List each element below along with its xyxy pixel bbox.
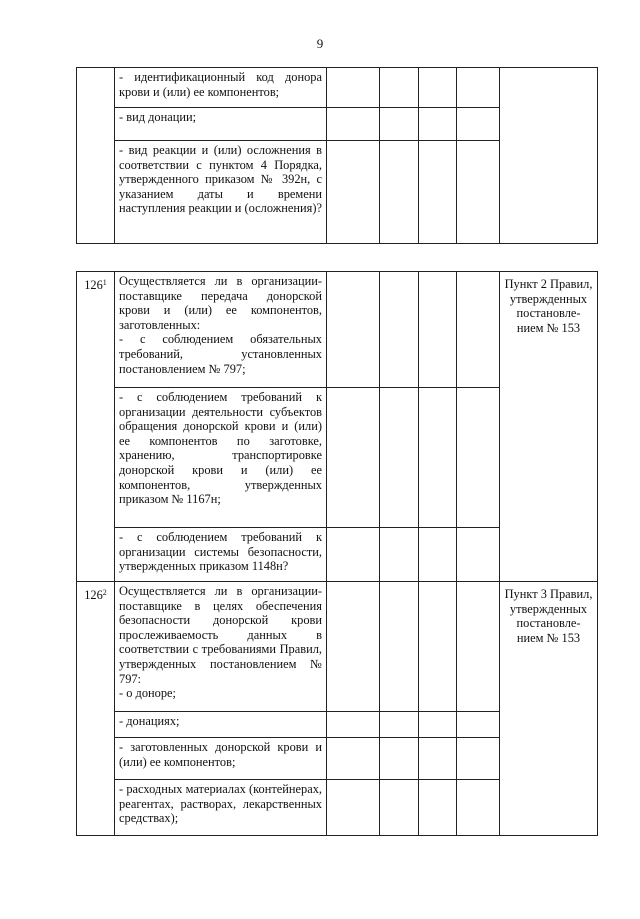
reference-cell: Пункт 2 Правил, утвержденных постановле-нием № 153 [500, 272, 598, 582]
answer-cell[interactable] [457, 108, 500, 141]
question-row: - расходных материалах (контейнерах, реагентах, растворах, лекарственных средствах); [115, 780, 327, 836]
answer-cell[interactable] [457, 388, 500, 528]
question-row: - вид донации; [115, 108, 327, 141]
question-row: Осуществляется ли в организации-поставщике в целях обеспечения безопасности донорской крови прослеживаемость данных в соответствии с требованиями Правил, утвержденных постановлением № 797: - о доноре; [115, 582, 327, 712]
question-row: - донациях; [115, 712, 327, 738]
answer-cell[interactable] [419, 272, 457, 388]
answer-cell[interactable] [327, 141, 380, 244]
answer-cell[interactable] [380, 108, 419, 141]
answer-cell[interactable] [419, 712, 457, 738]
answer-cell[interactable] [380, 272, 419, 388]
answer-cell[interactable] [457, 712, 500, 738]
answer-cell[interactable] [457, 272, 500, 388]
answer-cell[interactable] [457, 141, 500, 244]
answer-cell[interactable] [380, 738, 419, 780]
reference-cell [500, 68, 598, 244]
answer-cell[interactable] [327, 108, 380, 141]
answer-cell[interactable] [380, 388, 419, 528]
answer-cell[interactable] [380, 582, 419, 712]
answer-cell[interactable] [327, 582, 380, 712]
answer-cell[interactable] [419, 388, 457, 528]
question-row: - с соблюдением требований к организации деятельности субъектов обращения донорской крови и (или) ее компонентов по заготовке, хранению, транспортировке донорской крови и (или) ее компонентов, утвержденных приказом № 1167н; [115, 388, 327, 528]
answer-cell[interactable] [419, 108, 457, 141]
answer-cell[interactable] [419, 141, 457, 244]
checklist-table-continued [76, 67, 598, 244]
answer-cell[interactable] [419, 528, 457, 582]
answer-cell[interactable] [419, 738, 457, 780]
answer-cell[interactable] [327, 272, 380, 388]
question-row: - с соблюдением требований к организации системы безопасности, утвержденных приказом 1148н? [115, 528, 327, 582]
answer-cell[interactable] [457, 528, 500, 582]
item-number-cell [77, 68, 115, 244]
answer-cell[interactable] [327, 68, 380, 108]
answer-cell[interactable] [327, 780, 380, 836]
checklist-table [76, 271, 598, 836]
answer-cell[interactable] [380, 712, 419, 738]
answer-cell[interactable] [327, 388, 380, 528]
answer-cell[interactable] [419, 582, 457, 712]
answer-cell[interactable] [457, 780, 500, 836]
question-row: - вид реакции и (или) осложнения в соответствии с пунктом 4 Порядка, утвержденного приказом № 392н, с указанием даты и времени наступления реакции и (осложнения)? [115, 141, 327, 244]
answer-cell[interactable] [327, 712, 380, 738]
answer-cell[interactable] [380, 68, 419, 108]
answer-cell[interactable] [419, 780, 457, 836]
question-row: - идентификационный код донора крови и (или) ее компонентов; [115, 68, 327, 108]
answer-cell[interactable] [380, 141, 419, 244]
answer-cell[interactable] [419, 68, 457, 108]
page-number: 9 [316, 36, 324, 51]
answer-cell[interactable] [457, 738, 500, 780]
answer-cell[interactable] [380, 528, 419, 582]
question-row: Осуществляется ли в организации-поставщике передача донорской крови и (или) ее компонентов, заготовленных: - с соблюдением обязательных требований, установленных постановлением № 797; [115, 272, 327, 388]
answer-cell[interactable] [327, 528, 380, 582]
item-number: $126^2$ [77, 582, 115, 836]
answer-cell[interactable] [457, 68, 500, 108]
item-number: $126^1$ [77, 272, 115, 582]
reference-cell: Пункт 3 Правил, утвержденных постановле-нием № 153 [500, 582, 598, 836]
answer-cell[interactable] [327, 738, 380, 780]
question-row: - заготовленных донорской крови и (или) ее компонентов; [115, 738, 327, 780]
answer-cell[interactable] [380, 780, 419, 836]
answer-cell[interactable] [457, 582, 500, 712]
